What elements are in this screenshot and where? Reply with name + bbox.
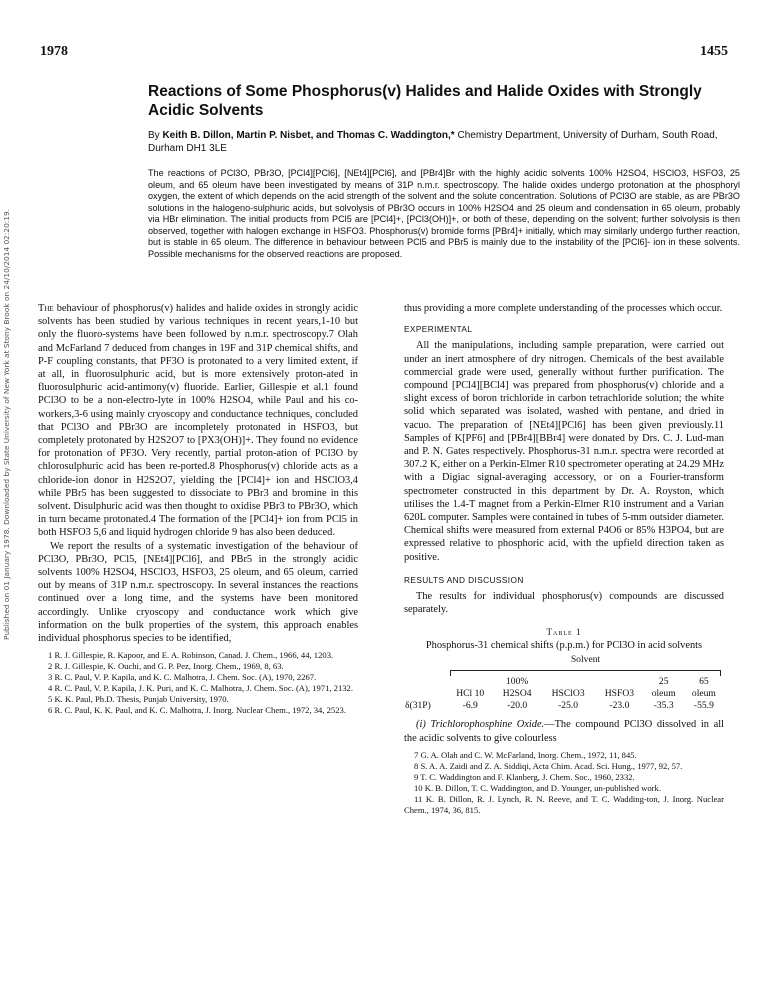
section-i-paragraph bbox=[404, 718, 724, 744]
table-col-top bbox=[541, 676, 595, 688]
table-col-top bbox=[447, 676, 493, 688]
intro-paragraph-1 bbox=[38, 302, 358, 540]
table-col-header: HSFO3 bbox=[604, 688, 635, 700]
table-group-label: Solvent bbox=[570, 654, 601, 666]
table-col-top: 25 bbox=[658, 676, 669, 688]
running-header-year: 1978 bbox=[40, 44, 68, 59]
abstract: The reactions of PCl3O, PBr3O, [PCl4][PCl6], [NEt4][PCl6], and [PBr4]Br with the highly acidic solvents 100% H2SO4, HSClO3, HSFO3, 25 oleum, and 65 oleum have been investigated by means of 31P n.m.r. spectroscopy. The halide oxides undergo protonation at the phosphoryl oxygen, the extent of which depends on the acid strength of the solvent and the solute concentration. Solutions of PCl3O are stable, as are PBr3O solutions in the halogeno-sulphuric acids, but solvolysis of PBr3O occurs in 100% H2SO4 and 25 oleum and condensation in 65 oleum, probably via HBr elimination. The initial products from PCl5 are [PCl4]+, [PCl3(OH)]+, or both of these, depending on the solvent; further solvolysis is then observed, together with halogen exchange in HSFO3. Phosphorus(v) bromide forms [PBr4]+ initially, which may similarly undergo further reaction, but is stable in 65 oleum. The difference in behaviour between PCl5 and PBr5 is mainly due to the instability of the [PCl6]- ion in these solvents. Possible mechanisms for the observed reactions are proposed. bbox=[148, 168, 740, 259]
running-header-page-number: 1455 bbox=[700, 44, 728, 59]
table-brace-row bbox=[404, 666, 724, 676]
reference-11: 11 K. B. Dillon, R. J. Lynch, R. N. Reeve, and T. C. Wadding-ton, J. Inorg. Nuclear Chem., 1974, 36, 815. bbox=[404, 793, 724, 815]
download-watermark: Published on 01 January 1978. Downloaded by State University of New York at Stony Brook on 24/10/2014 02:20:19. bbox=[2, 208, 11, 640]
table-row-label: δ(31P) bbox=[405, 700, 431, 712]
table-col-header: oleum bbox=[691, 688, 716, 700]
table-cell: -35.3 bbox=[653, 700, 674, 712]
reference-7: 7 G. A. Olah and C. W. McFarland, Inorg. Chem., 1972, 11, 845. bbox=[414, 749, 637, 760]
table-cell: -20.0 bbox=[507, 700, 528, 712]
left-column bbox=[38, 302, 358, 716]
reference-6: 6 R. C. Paul, K. K. Paul, and K. C. Malhotra, J. Inorg. Nuclear Chem., 1972, 34, 2523. bbox=[48, 705, 346, 716]
reference-2: 2 R. J. Gillespie, K. Ouchi, and G. P. Pez, Inorg. Chem., 1969, 8, 63. bbox=[48, 661, 284, 672]
table-header-row-top bbox=[404, 676, 724, 688]
table-col-header: HCl 10 bbox=[456, 688, 485, 700]
table-header-row bbox=[404, 688, 724, 700]
table-col-header: HSClO3 bbox=[551, 688, 585, 700]
table-cell: -55.9 bbox=[693, 700, 714, 712]
reference-3: 3 R. C. Paul, V. P. Kapila, and K. C. Malhotra, J. Chem. Soc. (A), 1970, 2267. bbox=[48, 672, 317, 683]
author-affiliation: Chemistry Department, University of Durham, South Road, Durham DH1 3LE bbox=[148, 130, 718, 154]
section-i-heading: (i) Trichlorophosphine Oxide. bbox=[416, 719, 545, 731]
reference-1: 1 R. J. Gillespie, R. Kapoor, and E. A. Robinson, Canad. J. Chem., 1966, 44, 1203. bbox=[48, 650, 334, 661]
article-title: Reactions of Some Phosphorus(v) Halides and Halide Oxides with Strongly Acidic Solvents bbox=[148, 83, 702, 119]
reference-8: 8 S. A. A. Zaidi and Z. A. Siddiqi, Acta Chim. Acad. Sci. Hung., 1977, 92, 57. bbox=[414, 760, 683, 771]
author-block bbox=[148, 129, 738, 155]
table-number: Table 1 bbox=[546, 627, 582, 638]
footnote-references-left bbox=[38, 650, 358, 716]
right-column-intro: thus providing a more complete understanding of the processes which occur. bbox=[404, 303, 723, 314]
table-group-row bbox=[404, 654, 724, 666]
intro-paragraph-2: We report the results of a systematic investigation of the behaviour of PCl3O, PBr3O, PCl5, [NEt4][PCl6], and PBr5 in the strongly acidic solvents 100% H2SO4, HSClO3, HSFO3, 25 oleum, and 65 oleum, carried out by means of 31P n.m.r. spectroscopy. In several instances the reactions continued over a long time, and the systems have been monitored accordingly. Unlike cryoscopy and conductance work which give information on the bulk properties of the system, this approach enables individual phosphorus species to be identified, bbox=[38, 540, 358, 645]
right-column bbox=[404, 302, 724, 816]
table-col-header: oleum bbox=[651, 688, 676, 700]
reference-5: 5 K. K. Paul, Ph.D. Thesis, Punjab University, 1970. bbox=[48, 694, 229, 705]
table-row bbox=[404, 700, 724, 712]
reference-9: 9 T. C. Waddington and F. Klanberg, J. Chem. Soc., 1960, 2332. bbox=[414, 771, 635, 782]
table-cell: -25.0 bbox=[558, 700, 579, 712]
results-text: The results for individual phosphorus(v) compounds are discussed separately. bbox=[404, 591, 724, 616]
table-col-top: 100% bbox=[506, 676, 529, 688]
results-heading: RESULTS AND DISCUSSION bbox=[404, 574, 524, 585]
table-caption bbox=[404, 626, 724, 652]
reference-10: 10 K. B. Dillon, T. C. Waddington, and D. Younger, un-published work. bbox=[414, 782, 661, 793]
author-prefix: By bbox=[148, 130, 160, 141]
experimental-heading: EXPERIMENTAL bbox=[404, 324, 473, 335]
table-col-header: H2SO4 bbox=[502, 688, 532, 700]
author-names: Keith B. Dillon, Martin P. Nisbet, and Thomas C. Waddington,* bbox=[162, 130, 455, 141]
intro-paragraph-1-text: behaviour of phosphorus(v) halides and halide oxides in strongly acidic solvents has been studied by various techniques in recent years,1-10 but only the fluoro-systems have been followed by n.m.r. spectroscopy.7 Olah and McFarland 7 deduced from changes in 19F and 31P chemical shifts, and P-F coupling constants, that PF3O is protonated to a very limited extent, if at all, in fluorosulphuric acid, but is more extensively proton-ated in fluorosulphuric acid-antimony(v) fluoride. Earlier, Gillespie et al.1 found PCl3O to be a non-electro-lyte in 100% H2SO4, while Paul and his co-workers,3-6 using mainly cryoscopy and conductance techniques, concluded that PCl3O and PBr3O are incompletely protonated in HSFO3, but completely protonated by H2S2O7 to [PX3(OH)]+. They found no evidence for protonation of PF3O. Very recently, partial proton-ation of PCl3O by chlorosulphuric acid has been re-ported.8 Phosphorus(v) chloride acts as a chloride-ion donor in H2S2O7, yielding the [PCl4]+ ion and HSClO3,4 while PBr5 has been suggested to dissociate to PBr3 and bromine in this solvent. Disulphuric acid was then thought to oxidise PBr3 to PBr3O, which in turn became protonated.4 The formation of the [PCl4]+ ion from PCl5 in both HSFO3 5,6 and liquid hydrogen chloride 9 has also been deduced. bbox=[38, 303, 358, 539]
table-cell: -6.9 bbox=[462, 700, 478, 712]
section-i-text: —The compound PCl3O dissolved in all the acidic solvents to give colourless bbox=[404, 719, 724, 744]
experimental-text: All the manipulations, including sample preparation, were carried out under an inert atmosphere of dry nitrogen. Chemicals of the best available commercial grade were used, generally without further purification. The compound [PCl4][BCl4] was prepared from phosphorus(v) chloride and a slight excess of boron trichloride in carbon tetrachloride solution; the white solid which separated was isolated, washed with pentane, and dried in vacuo. The preparation of [NEt4][PCl6] has been given previously.11 Samples of K[PF6] and [PBr4][BBr4] were donated by Drs. C. J. Lud-man and P. N. Gates respectively. Phosphorus-31 n.m.r. spectra were recorded at 307.2 K, either on a Perkin-Elmer R10 spectrometer operating at 24.29 MHz with a Digiac signal-averaging accessory, or on a Fourier-transform spectrometer constructed in this department by Dr. A. Royston, which utilises the 1.4-T magnet from a Perkin-Elmer R10 instrument and a Varian 620L computer. Samples were contained in tubes of 5-mm outsider diameter. Chemical shifts were measured from external P4O6 or 85% H3PO4, but are expressed relative to phosphoric acid, with the upfield direction taken as positive. bbox=[404, 340, 724, 563]
footnote-references-right bbox=[404, 750, 724, 816]
table-cell: -23.0 bbox=[609, 700, 630, 712]
table-caption-text: Phosphorus-31 chemical shifts (p.p.m.) for PCl3O in acid solvents bbox=[425, 640, 703, 652]
table-col-top bbox=[595, 676, 643, 688]
chemical-shift-table bbox=[404, 654, 724, 712]
table-group-brace bbox=[450, 670, 721, 676]
reference-4: 4 R. C. Paul, V. P. Kapila, J. K. Puri, and K. C. Malhotra, J. Chem. Soc. (A), 1971, 2132. bbox=[48, 683, 353, 694]
table-col-top: 65 bbox=[699, 676, 709, 688]
intro-lead-word: The bbox=[38, 303, 54, 314]
